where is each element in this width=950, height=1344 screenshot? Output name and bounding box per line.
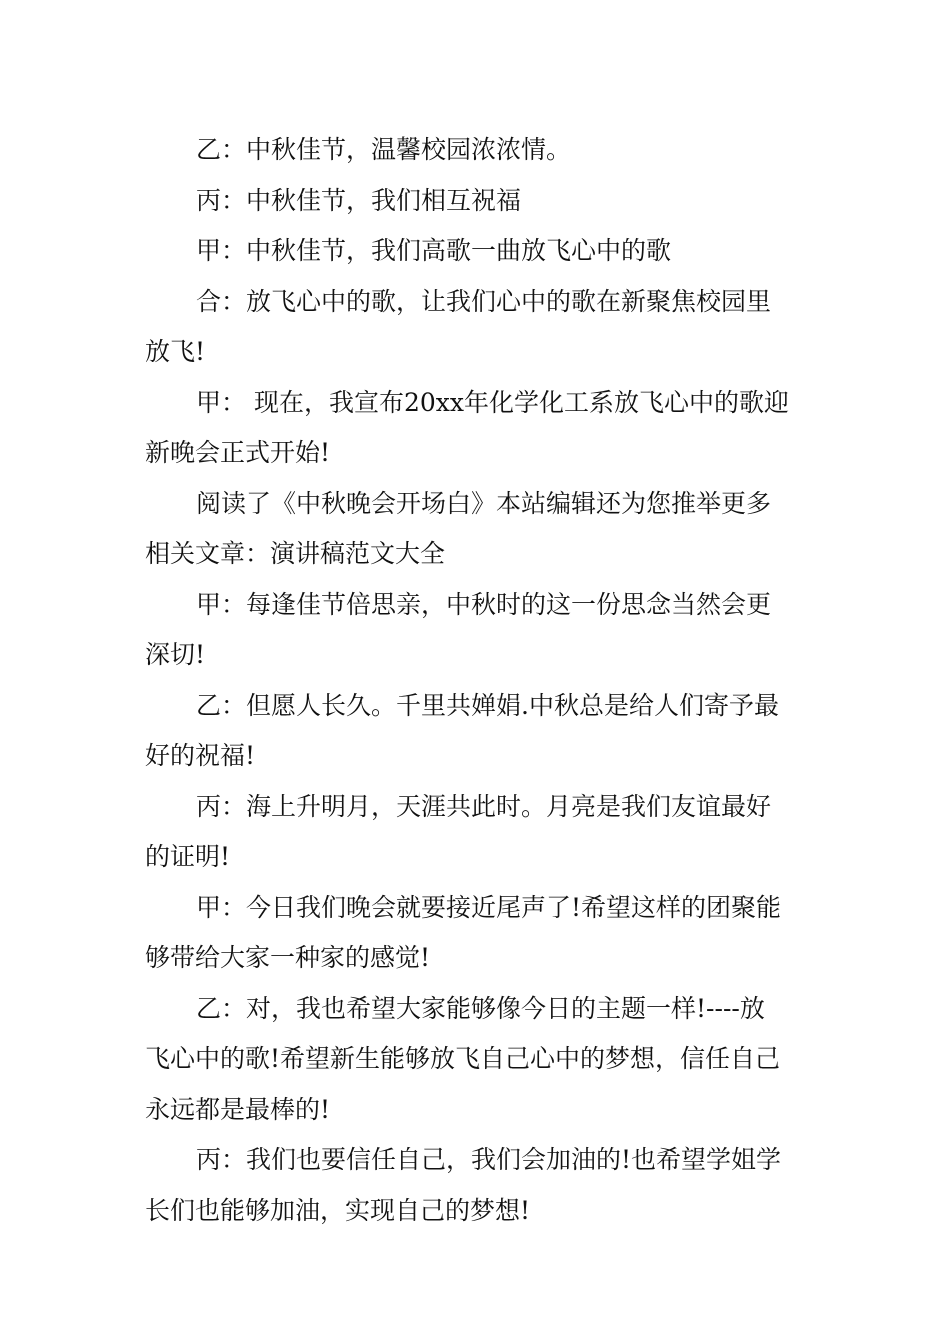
paragraph-8 (145, 681, 807, 782)
document-body (145, 125, 807, 1236)
paragraph-line: 甲：每逢佳节倍思亲，中秋时的这一份思念当然会更 (196, 589, 772, 619)
paragraph-line: 飞心中的歌!希望新生能够放飞自己心中的梦想，信任自己 (145, 1044, 781, 1073)
paragraph-line: 甲： 现在，我宣布20xx年化学化工系放飞心中的歌迎 (196, 387, 789, 417)
paragraph-line: 阅读了《中秋晚会开场白》本站编辑还为您推举更多 (196, 488, 772, 518)
paragraph-9 (145, 782, 807, 883)
paragraph-1 (145, 125, 807, 176)
paragraph-line: 新晚会正式开始! (145, 438, 331, 467)
paragraph-7 (145, 580, 807, 681)
paragraph-line: 长们也能够加油，实现自己的梦想! (145, 1195, 531, 1225)
paragraph-line: 相关文章：演讲稿范文大全 (145, 539, 446, 568)
paragraph-line: 乙：但愿人长久。千里共婵娟.中秋总是给人们寄予最 (196, 690, 779, 720)
paragraph-line: 放飞! (145, 337, 206, 366)
paragraph-line: 乙：对，我也希望大家能够像今日的主题一样!----放 (196, 993, 765, 1023)
paragraph-line: 丙：中秋佳节，我们相互祝福 (196, 185, 522, 215)
paragraph-line: 永远都是最棒的! (145, 1094, 331, 1124)
paragraph-line: 合：放飞心中的歌，让我们心中的歌在新聚焦校园里 (196, 286, 772, 316)
paragraph-line: 甲：中秋佳节，我们高歌一曲放飞心中的歌 (196, 236, 672, 265)
paragraph-4 (145, 277, 807, 378)
paragraph-line: 乙：中秋佳节，温馨校园浓浓情。 (196, 135, 572, 164)
paragraph-line: 深切! (145, 640, 206, 669)
paragraph-line: 甲：今日我们晚会就要接近尾声了!希望这样的团聚能 (196, 892, 782, 922)
paragraph-3 (145, 226, 807, 277)
paragraph-12 (145, 1135, 807, 1236)
paragraph-2 (145, 176, 807, 227)
paragraph-6 (145, 479, 807, 580)
paragraph-5 (145, 378, 807, 479)
paragraph-line: 的证明! (145, 842, 231, 871)
paragraph-11 (145, 984, 807, 1136)
paragraph-line: 丙：海上升明月，天涯共此时。月亮是我们友谊最好 (196, 791, 772, 821)
paragraph-line: 丙：我们也要信任自己，我们会加油的!也希望学姐学 (196, 1145, 782, 1174)
paragraph-line: 够带给大家一种家的感觉! (145, 943, 431, 972)
paragraph-10 (145, 883, 807, 984)
paragraph-line: 好的祝福! (145, 741, 256, 770)
